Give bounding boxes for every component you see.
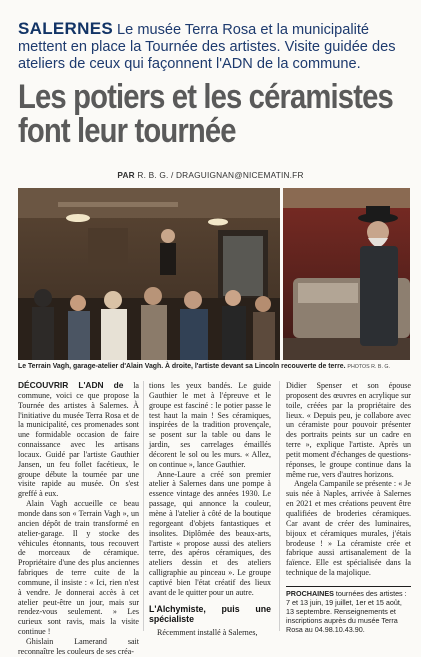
kicker [18,20,414,73]
byline-prefix: PAR [117,170,135,180]
byline [0,170,421,180]
photo-illustration [18,188,410,360]
kicker-text: Le musée Terra Rosa et la municipalité mettent en place la Tournée des artistes. Visite guidée des ateliers de ceux qui façonnent l'ADN de la commune. [18,22,396,72]
paragraph: Récemment installé à Salernes, [157,627,258,637]
article-column-2 [149,381,271,637]
caption-text: Le Terrain Vagh, garage-atelier d'Alain Vagh. À droite, l'artiste devant sa Lincoln recouverte de terre. [18,363,346,370]
photo-credit: PHOTOS R. B. G. [347,364,391,370]
headline-line-2: font leur tournée [18,112,236,150]
upcoming-text: tournées des artistes : 7 et 13 juin, 19 juillet, 1er et 15 août, 13 septembre. Renseignements et inscriptions auprès du musée Terra Rosa au 04.98.10.43.90. [286,588,407,635]
upcoming-dates-box [286,586,411,634]
photo-caption [18,363,410,371]
lead-in: DÉCOUVRIR L'ADN de [18,380,124,390]
paragraph: la commune, voici ce que propose la Tournée des artistes à Salernes. À l'initiative du musée Terra Rosa et de la municipalité, ces promenades sont une formidable occasion de faire connaissance avec les artisans locaux. Guidé par l'artiste Gauthier Jansen, un feu follet facétieux, le groupe débute la tournée par une visite rapide au musée. On s'est greffé à eux. [18,381,140,499]
paragraph: tions les yeux bandés. Le guide Gauthier le met à l'épreuve et le groupe est fasciné : le potier passe le test haut la main ! Ses céramiques, inspirées de la tradition provençale, se posent sur la table ou dans le jardin, ses carrelages émaillés décorent le sol ou les murs. « Allez, on continue », lance Gauthier. [149,381,271,469]
paragraph: Anne-Laure a créé son premier atelier à Salernes dans une pompe à essence vintage des années 1930. Le passage, qui annonce la couleur, mène à l'atelier à côté de la boutique regorgeant d'objets fantastiques et insolites. Diplômée des beaux-arts, l'artiste « propose aussi des ateliers terre, des apéros céramiques, des ateliers dessin et des ateliers calligraphie au pinceau ». Le groupe captivé bien l'état créatif des lieux avant de le quitter pour un autre. [149,469,271,597]
headline-line-1: Les potiers et les céramistes [18,78,393,116]
column-divider [279,381,280,631]
paragraph: Alain Vagh accueille ce beau monde dans son « Terrain Vagh », un ancien dépôt de train transformé en atelier-garage. Il y stocke des véhicules étonnants, tous recouvert de morceaux de céramique. Propriétaire d'une des plus anciennes fabriques de terre cuite de la commune, il insiste : « Ici, rien n'est à vendre. Je donnerai accès à cet atelier peut-être un jour, mais sur rendez-vous seulement. » Les curieux sont ravis, mais la visite continue ! [18,499,139,637]
headline [18,80,414,148]
article-column-1 [18,381,139,657]
column-divider [143,381,144,631]
kicker-place: SALERNES [18,19,113,38]
paragraph: Angela Campanile se présente : « Je suis née à Naples, arrivée à Salernes en 2021 et mes créations peuvent être qualifiées de broderies céramiques. Car avant de créer des luminaires, bijoux et céramiques murales, j'étais brodeuse ! » La céramiste crée et fabrique aussi artisanalement de la faïence. Elle est spécialisée dans la technique de la majolique. [286,479,411,578]
paragraph: Didier Spenser et son épouse proposent des œuvres en acrylique sur toile, créées par la propriétaire des lieux. « Depuis peu, je collabore avec un céramiste pour pouvoir présenter des portraits peints sur un cadre en terre », explique l'artiste. Après un petit moment d'échanges de questions-réponses, le groupe continue dans la même rue, vers d'autres horizons. [286,381,411,479]
article-photo [18,188,410,360]
upcoming-label: PROCHAINES [286,588,334,598]
subheading: L'Alchymiste, puis une spécialiste [149,603,271,625]
paragraph: Ghislain Lamerand sait reconnaître les couleurs de ses créa- [18,636,139,656]
byline-author: R. B. G. / DRAGUIGNAN@NICEMATIN.FR [137,170,304,180]
article-column-3 [286,381,411,634]
